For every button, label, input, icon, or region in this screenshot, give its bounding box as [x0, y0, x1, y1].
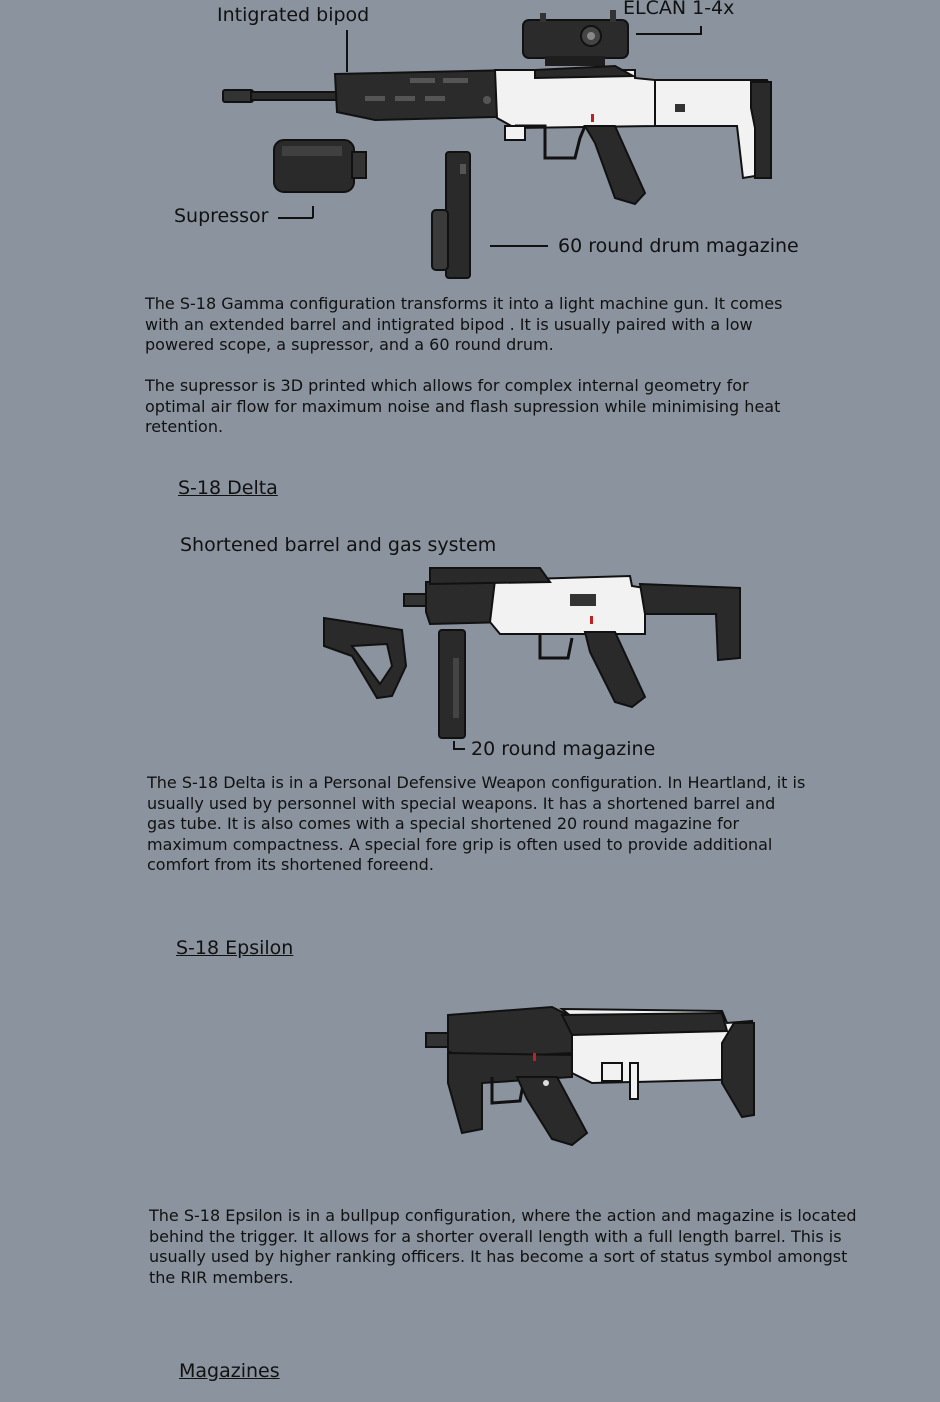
delta-subheading: Shortened barrel and gas system: [180, 534, 497, 556]
drum-magazine-illustration: [428, 150, 478, 280]
trigger-guard: [540, 634, 572, 658]
elcan-scope: [523, 10, 628, 66]
delta-description: The S-18 Delta is in a Personal Defensive Weapon configuration. In Heartland, it is usually used by personnel with special weapons. It has a shortened barrel and gas tube. It is also comes with a special shortened 20 round magazine for maximum compactness. A special fore grip is often used to provide additional comfort from its shortened foreend.: [147, 773, 806, 875]
receiver: [490, 576, 645, 634]
pistol-grip: [517, 1077, 587, 1145]
drum-label: 60 round drum magazine: [558, 235, 799, 257]
supressor-label: Supressor: [174, 205, 269, 227]
stock: [722, 1023, 754, 1117]
fore-grip-illustration: [322, 616, 412, 702]
stock: [640, 584, 740, 660]
muzzle: [426, 1033, 450, 1047]
supressor-description: The supressor is 3D printed which allows for complex internal geometry for optimal air flow for maximum noise and flash supression while minimising heat retention.: [145, 376, 781, 437]
delta-heading: S-18 Delta: [178, 477, 278, 499]
barrel: [251, 92, 341, 100]
muzzle: [223, 90, 253, 102]
epsilon-description: The S-18 Epsilon is in a bullpup configuration, where the action and magazine is located behind the trigger. It allows for a shorter overall length with a full length barrel. This is usually used by higher ranking officers. It has become a sort of status symbol amongst the RIR members.: [149, 1206, 857, 1287]
scope-label: ELCAN 1-4x: [623, 0, 735, 19]
supressor-illustration: [272, 138, 372, 196]
gamma-description: The S-18 Gamma configuration transforms it into a light machine gun. It comes with an extended barrel and intigrated bipod . It is usually paired with a low powered scope, a supressor, and a 60 round drum.: [145, 294, 783, 355]
epsilon-bullpup-illustration: [422, 1003, 762, 1153]
twenty-round-mag-label: 20 round magazine: [471, 738, 656, 760]
epsilon-heading: S-18 Epsilon: [176, 937, 294, 959]
receiver: [495, 70, 655, 128]
supressor-leader-line: [278, 217, 313, 219]
muzzle: [404, 594, 428, 606]
handguard: [448, 1007, 572, 1059]
drum-leader-line: [490, 245, 548, 247]
bipod-label: Intigrated bipod: [217, 4, 370, 26]
pistol-grip: [585, 632, 645, 707]
magazines-heading: Magazines: [179, 1360, 280, 1382]
pistol-grip: [585, 126, 645, 204]
twenty-round-magazine-illustration: [436, 628, 470, 742]
